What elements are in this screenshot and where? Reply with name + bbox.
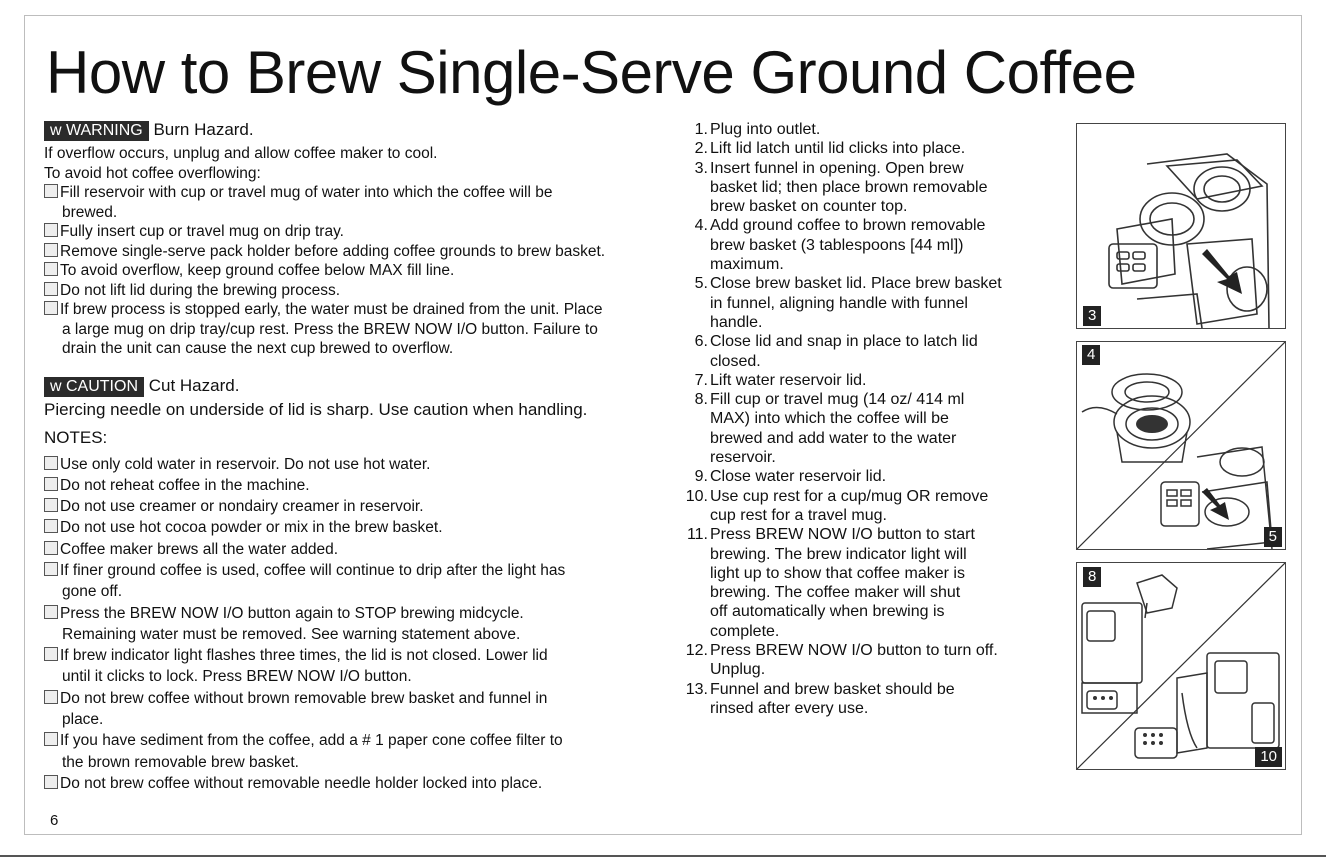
warning-hazard: Burn Hazard. [148, 120, 254, 139]
step-item: 9. Close water reservoir lid. [694, 468, 887, 486]
step-item: 2. Lift lid latch until lid clicks into place. [694, 140, 966, 158]
note-item: Do not reheat coffee in the machine. [44, 475, 654, 496]
checkbox-icon [44, 732, 58, 746]
warning-item: Fully insert cup or travel mug on drip tray. [44, 222, 654, 242]
caution-hazard: Cut Hazard. [144, 375, 240, 395]
step-item: 7. Lift water reservoir lid. [694, 371, 867, 389]
checkbox-icon [44, 262, 58, 276]
warning-header [44, 120, 654, 141]
figure-number: 10 [1255, 747, 1282, 767]
coffee-maker-funnel-illustration [1077, 124, 1285, 328]
page-title: How to Brew Single-Serve Ground Coffee [46, 39, 1137, 106]
caution-line-1: Piercing needle on underside of lid is sharp. Use caution when handling. [44, 399, 588, 419]
checkbox-icon [44, 562, 58, 576]
note-item-cont: until it clicks to lock. Press BREW NOW I/O button. [62, 668, 412, 686]
warning-item: Do not lift lid during the brewing process. [44, 281, 654, 301]
note-item: If brew indicator light flashes three times, the lid is not closed. Lower lid [44, 645, 654, 666]
left-column [44, 120, 654, 794]
note-item: Do not brew coffee without brown removable brew basket and funnel in [44, 688, 654, 709]
step-item: 12. Press BREW NOW I/O button to turn off. Unplug. [685, 642, 998, 679]
warning-item: If brew process is stopped early, the water must be drained from the unit. Place [44, 300, 654, 320]
page-number: 6 [50, 812, 59, 829]
caution-badge: w CAUTION [44, 377, 144, 397]
figure-number: 5 [1264, 527, 1282, 547]
notes-list [44, 454, 654, 795]
warning-item: To avoid overflow, keep ground coffee below MAX fill line. [44, 261, 654, 281]
step-item: 6. Close lid and snap in place to latch lid closed. [694, 333, 978, 370]
note-item: Use only cold water in reservoir. Do not use hot water. [44, 454, 654, 475]
checkbox-icon [44, 498, 58, 512]
note-item: If finer ground coffee is used, coffee will continue to drip after the light has [44, 560, 654, 581]
note-item-cont: Remaining water must be removed. See warning statement above. [62, 625, 521, 643]
step-item: 3. Insert funnel in opening. Open brew basket lid; then place brown removable brew basket on counter top. [694, 159, 988, 216]
checkbox-icon [44, 456, 58, 470]
note-item-cont: gone off. [62, 583, 123, 601]
warning-line-2: To avoid hot coffee overflowing: [44, 164, 261, 182]
step-item: 11. Press BREW NOW I/O button to start brewing. The brew indicator light will light up to show that coffee maker is brewing. The coffee maker will shut off automatically when brewing is complete. [686, 526, 975, 640]
checkbox-icon [44, 605, 58, 619]
note-item: Do not use creamer or nondairy creamer in reservoir. [44, 496, 654, 517]
checkbox-icon [44, 541, 58, 555]
checkbox-icon [44, 690, 58, 704]
checkbox-icon [44, 223, 58, 237]
warning-item-cont: drain the unit can cause the next cup brewed to overflow. [62, 340, 454, 357]
figure-8-10 [1076, 562, 1286, 770]
step-item: 8. Fill cup or travel mug (14 oz/ 414 ml MAX) into which the coffee will be brewed and add water to the water reservoir. [694, 391, 965, 467]
checkbox-icon [44, 301, 58, 315]
filling-reservoir-illustration [1077, 563, 1285, 769]
step-item: 1. Plug into outlet. [694, 121, 821, 138]
caution-header [44, 376, 654, 397]
checkbox-icon [44, 184, 58, 198]
note-item: Coffee maker brews all the water added. [44, 539, 654, 560]
figure-number: 8 [1083, 567, 1101, 587]
note-item: If you have sediment from the coffee, add a # 1 paper cone coffee filter to [44, 730, 654, 751]
step-item: 5. Close brew basket lid. Place brew basket in funnel, aligning handle with funnel handle. [694, 275, 1002, 331]
brew-basket-illustration [1077, 342, 1285, 549]
step-item: 4. Add ground coffee to brown removable brew basket (3 tablespoons [44 ml]) maximum. [694, 217, 986, 274]
warning-badge: w WARNING [44, 121, 149, 141]
warning-line-1: If overflow occurs, unplug and allow coffee maker to cool. [44, 145, 438, 162]
figure-3 [1076, 123, 1286, 329]
warning-item: Fill reservoir with cup or travel mug of water into which the coffee will be [44, 183, 654, 203]
note-item: Do not brew coffee without removable needle holder locked into place. [44, 773, 654, 794]
checkbox-icon [44, 775, 58, 789]
note-item: Do not use hot cocoa powder or mix in the brew basket. [44, 517, 654, 538]
warning-item-cont: brewed. [62, 203, 118, 221]
checkbox-icon [44, 477, 58, 491]
figure-number: 3 [1083, 306, 1101, 326]
checkbox-icon [44, 647, 58, 661]
step-item: 10. Use cup rest for a cup/mug OR remove cup rest for a travel mug. [685, 487, 989, 524]
warning-item-cont: a large mug on drip tray/cup rest. Press the BREW NOW I/O button. Failure to [62, 320, 598, 338]
figure-number: 4 [1082, 345, 1100, 365]
step-item: 13. Funnel and brew basket should be rinsed after every use. [685, 680, 955, 717]
checkbox-icon [44, 519, 58, 533]
note-item: Press the BREW NOW I/O button again to STOP brewing midcycle. [44, 603, 654, 624]
note-item-cont: place. [62, 711, 104, 729]
figure-4-5 [1076, 341, 1286, 550]
notes-heading: NOTES: [44, 428, 108, 447]
checkbox-icon [44, 243, 58, 257]
checkbox-icon [44, 282, 58, 296]
note-item-cont: the brown removable brew basket. [62, 753, 299, 771]
steps-list [668, 120, 1068, 718]
warning-item: Remove single-serve pack holder before adding coffee grounds to brew basket. [44, 242, 654, 262]
bottom-divider [0, 855, 1326, 857]
